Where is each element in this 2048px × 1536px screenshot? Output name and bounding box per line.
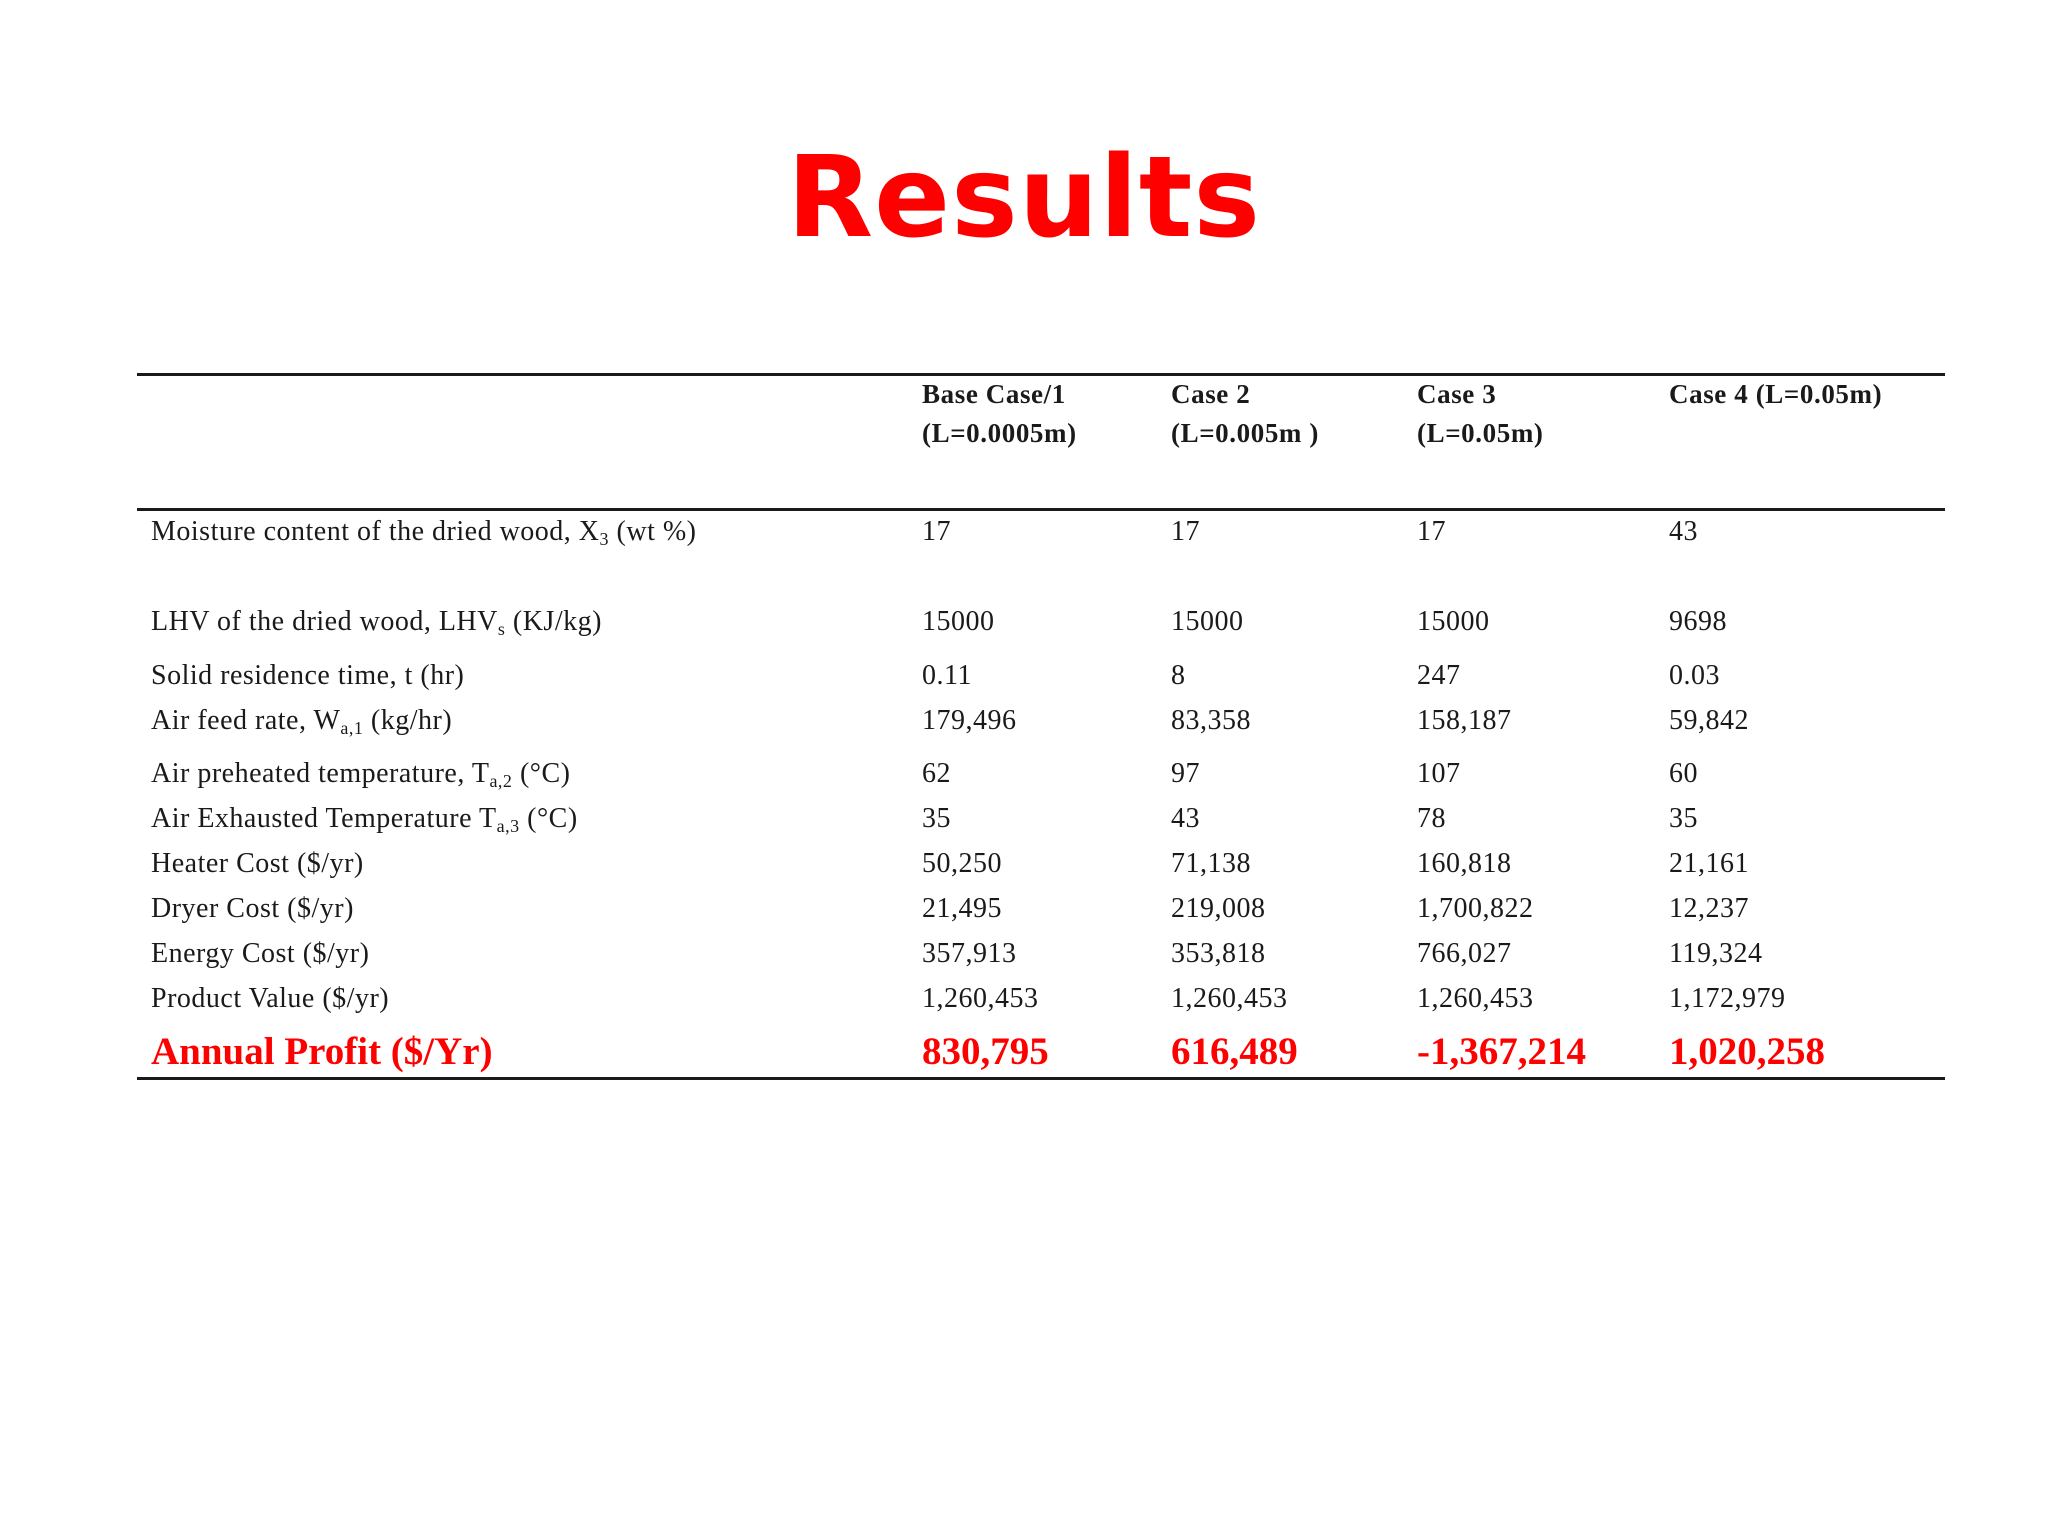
profit-case-4: 1,020,258: [1669, 1030, 1825, 1073]
cell-case-3: 766,027: [1417, 938, 1512, 969]
profit-base-case: 830,795: [922, 1030, 1049, 1073]
header-case-2-line1: Case 2: [1171, 379, 1251, 409]
cell-case-2: 219,008: [1171, 893, 1266, 924]
row-label: Air Exhausted Temperature $T_{a,3}$ (°C): [151, 803, 578, 836]
profit-case-2: 616,489: [1171, 1030, 1298, 1073]
cell-case-2: 1,260,453: [1171, 983, 1288, 1014]
header-base-case-line1: Base Case/1: [922, 379, 1066, 409]
table-header-rule: [137, 508, 1945, 511]
cell-case-2: 43: [1171, 803, 1200, 834]
cell-case-4: 119,324: [1669, 938, 1763, 969]
row-label: Dryer Cost ($/yr): [151, 893, 354, 924]
cell-case-2: 15000: [1171, 606, 1244, 637]
cell-base-case: 0.11: [922, 660, 972, 691]
header-case-3-line2: (L=0.05m): [1417, 418, 1544, 448]
cell-base-case: 15000: [922, 606, 995, 637]
cell-case-4: 1,172,979: [1669, 983, 1786, 1014]
cell-case-3: 78: [1417, 803, 1446, 834]
cell-case-2: 8: [1171, 660, 1186, 691]
cell-base-case: 21,495: [922, 893, 1002, 924]
header-base-case-line2: (L=0.0005m): [922, 418, 1077, 448]
cell-base-case: 179,496: [922, 705, 1017, 736]
cell-base-case: 1,260,453: [922, 983, 1039, 1014]
cell-case-4: 12,237: [1669, 893, 1749, 924]
page-title: Results: [786, 133, 1262, 263]
header-case-2: [1171, 375, 1319, 453]
table-row-energy-cost: [0, 934, 2048, 974]
row-label: LHV of the dried wood, $LHV_s$ (KJ/kg): [151, 606, 602, 639]
table-row-air-exhausted-temp: [0, 799, 2048, 839]
cell-base-case: 35: [922, 803, 951, 834]
row-label: Heater Cost ($/yr): [151, 848, 364, 879]
cell-case-2: 97: [1171, 758, 1200, 789]
header-case-4: [1669, 375, 1882, 414]
profit-case-3: -1,367,214: [1417, 1030, 1586, 1073]
header-case-4-line1: Case 4 (L=0.05m): [1669, 379, 1883, 409]
cell-case-4: 0.03: [1669, 660, 1720, 691]
row-label: Air preheated temperature, $T_{a,2}$ (°C): [151, 758, 571, 791]
row-label: Air feed rate, $W_{a,1}$ (kg/hr): [151, 705, 453, 738]
table-row-moisture: [0, 512, 2048, 552]
cell-base-case: 17: [922, 516, 951, 547]
cell-case-3: 1,260,453: [1417, 983, 1534, 1014]
cell-case-2: 71,138: [1171, 848, 1251, 879]
cell-case-2: 17: [1171, 516, 1200, 547]
cell-case-4: 35: [1669, 803, 1698, 834]
profit-label: Annual Profit ($/Yr): [151, 1030, 493, 1073]
cell-case-2: 83,358: [1171, 705, 1251, 736]
table-row-heater-cost: [0, 844, 2048, 884]
cell-case-3: 17: [1417, 516, 1446, 547]
cell-case-3: 107: [1417, 758, 1461, 789]
cell-case-4: 21,161: [1669, 848, 1749, 879]
cell-case-4: 60: [1669, 758, 1698, 789]
table-row-residence-time: [0, 656, 2048, 696]
cell-base-case: 357,913: [922, 938, 1017, 969]
row-label: Energy Cost ($/yr): [151, 938, 370, 969]
header-case-3: [1417, 375, 1544, 453]
row-label: Solid residence time, t (hr): [151, 660, 465, 691]
cell-case-2: 353,818: [1171, 938, 1266, 969]
cell-case-3: 247: [1417, 660, 1461, 691]
table-row-dryer-cost: [0, 889, 2048, 929]
cell-case-3: 160,818: [1417, 848, 1512, 879]
table-bottom-rule: [137, 1077, 1945, 1080]
table-row-air-feed-rate: [0, 701, 2048, 741]
cell-case-3: 158,187: [1417, 705, 1512, 736]
table-row-annual-profit: [0, 1027, 2048, 1077]
cell-case-4: 59,842: [1669, 705, 1749, 736]
cell-case-4: 43: [1669, 516, 1698, 547]
header-base-case: [922, 375, 1077, 453]
cell-base-case: 50,250: [922, 848, 1002, 879]
header-case-2-line2: (L=0.005m ): [1171, 418, 1319, 448]
cell-case-3: 1,700,822: [1417, 893, 1534, 924]
table-row-product-value: [0, 979, 2048, 1019]
row-label: Product Value ($/yr): [151, 983, 390, 1014]
cell-case-4: 9698: [1669, 606, 1727, 637]
table-row-lhv: [0, 602, 2048, 642]
table-row-air-preheated-temp: [0, 754, 2048, 794]
cell-base-case: 62: [922, 758, 951, 789]
header-case-3-line1: Case 3: [1417, 379, 1497, 409]
row-label: Moisture content of the dried wood, $X_3$ (wt %): [151, 516, 697, 549]
cell-case-3: 15000: [1417, 606, 1490, 637]
